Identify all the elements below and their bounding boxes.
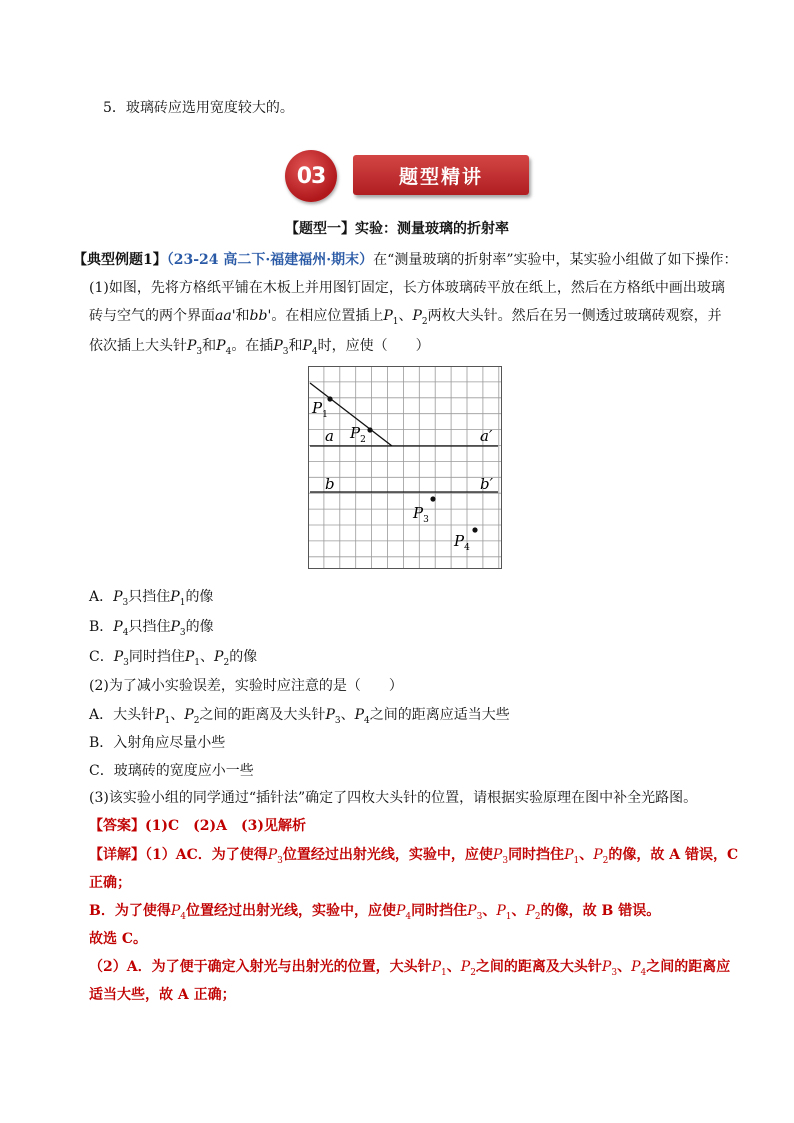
q1-line3: 依次插上大头针$P_3$和$P_4$。在插$P_3$和$P_4$时，应使（ ） (89, 338, 430, 357)
q3-stem: (3)该实验小组的同学通过“插针法”确定了四枚大头针的位置，请根据实验原理在图中补全光路图。 (89, 790, 698, 806)
detail-line6: 适当大些，故 A 正确； (89, 987, 236, 1003)
detail-line2: 正确； (89, 875, 131, 891)
q2-stem: (2)为了减小实验误差，实验时应注意的是（ ） (89, 678, 403, 694)
top-note: 5．玻璃砖应选用宽度较大的。 (103, 100, 294, 116)
grid-figure (308, 366, 504, 571)
q2-option-a: A．大头针$P_1$、$P_2$之间的距离及大头针$P_3$、$P_4$之间的距离应适当大些 (89, 707, 510, 726)
pin-p1 (327, 396, 332, 401)
answer-line (89, 816, 306, 836)
pin-p2 (367, 427, 372, 432)
section-banner (285, 150, 535, 202)
svg-text:P2: $P_2$ (350, 424, 366, 445)
svg-text:P4: $P_4$ (454, 532, 470, 553)
example-header (73, 250, 737, 270)
option-b: B．$P_4$只挡住$P_3$的像 (89, 619, 214, 638)
label-b-prime: b′ (480, 475, 494, 493)
pin-p4 (472, 527, 477, 532)
detail-line4: 故选 C。 (89, 931, 148, 947)
label-a: a (325, 427, 334, 445)
label-b: b (325, 475, 335, 493)
example-intro: 在“测量玻璃的折射率”实验中，某实验小组做了如下操作： (373, 252, 738, 268)
banner-number: 03 (285, 150, 337, 202)
detail-line5: （2）A．为了便于确定入射光与出射光的位置，大头针$P_1$、$P_2$之间的距离及大头针$P_3$、$P_4$之间的距离应 (89, 959, 731, 978)
detail-line3: B．为了使得$P_4$位置经过出射光线，实验中，应使$P_4$同时挡住$P_3$、$P_1$、$P_2$的像，故 B 错误。 (89, 903, 661, 922)
q2-option-c: C．玻璃砖的宽度应小一些 (89, 763, 254, 779)
banner-title: 题型精讲 (353, 155, 529, 195)
answer-text: (1)C (2)A (3)见解析 (145, 818, 306, 834)
q1-line1: (1)如图，先将方格纸平铺在木板上并用图钉固定，长方体玻璃砖平放在纸上，然后在方格纸中画出玻璃 (89, 280, 725, 296)
svg-text:P1: $P_1$ (312, 399, 328, 420)
pin-p3 (430, 496, 435, 501)
q2-option-b: B．入射角应尽量小些 (89, 735, 226, 751)
svg-text:P3: $P_3$ (413, 504, 429, 525)
label-a-prime: a′ (480, 427, 493, 445)
example-source: （23-24 高二下·福建福州·期末） (166, 252, 374, 268)
answer-label: 【答案】 (89, 818, 145, 834)
option-a: A．$P_3$只挡住$P_1$的像 (89, 589, 214, 608)
q1-line2: 砖与空气的两个界面aa'和bb'。在相应位置插上$P_1$、$P_2$两枚大头针。然后在另一侧透过玻璃砖观察，并 (89, 308, 722, 327)
detail-line1: 【详解】（1）AC．为了使得$P_3$位置经过出射光线，实验中，应使$P_3$同时挡住$P_1$、$P_2$的像，故 A 错误，C (89, 847, 739, 866)
section-title: 【题型一】实验：测量玻璃的折射率 (285, 221, 509, 237)
option-c: C．$P_3$同时挡住$P_1$、$P_2$的像 (89, 649, 258, 668)
example-tag: 【典型例题1】 (73, 252, 167, 268)
